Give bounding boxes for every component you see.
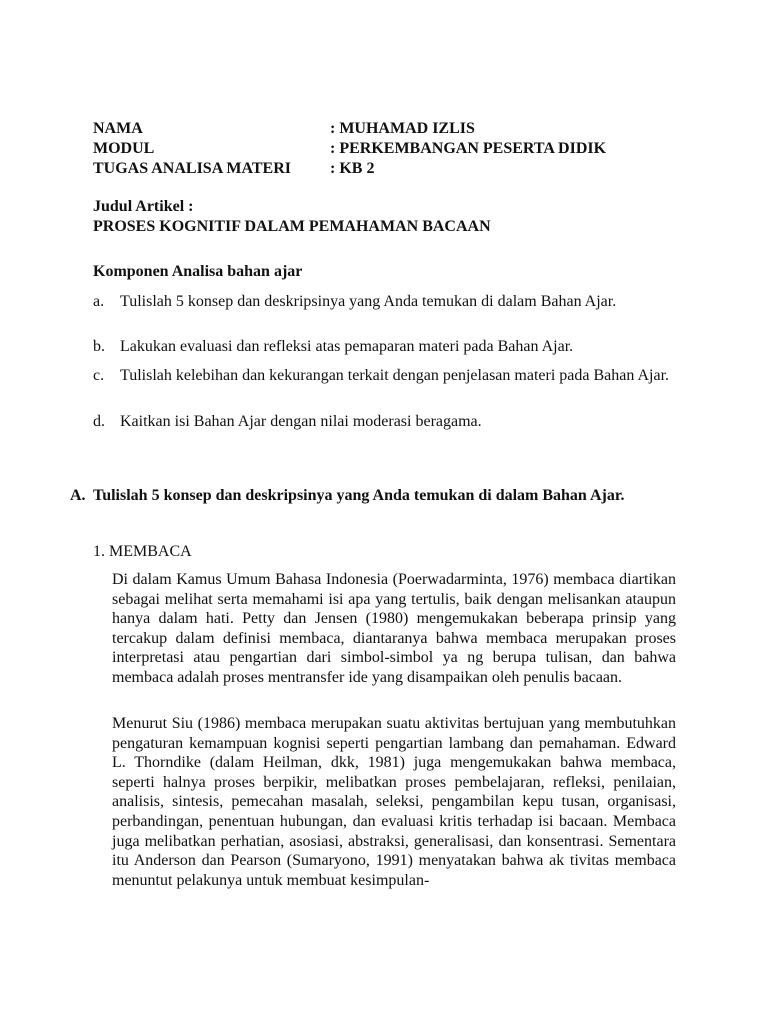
header-value-modul: : PERKEMBANGAN PESERTA DIDIK — [330, 140, 607, 157]
subsection-heading: 1. MEMBACA — [93, 543, 192, 560]
paragraph-1: Di dalam Kamus Umum Bahasa Indonesia (Poerwadarminta, 1976) membaca diartikan sebagai melihat serta memahami isi apa yang tertulis, baik dengan melisankan ataupun hanya dalam hati. Petty dan Jensen (1980) mengemukakan beberapa prinsip yang tercakup dalam definisi membaca, diantaranya bahwa membaca merupakan proses interpretasi atau pengartian dari simbol-simbol ya ng berupa tulisan, dan bahwa membaca adalah proses mentransfer ide yang disampaikan oleh penulis bacaan. — [112, 571, 676, 686]
list-text: Tulislah kelebihan dan kekurangan terkait dengan penjelasan materi pada Bahan Ajar. — [120, 367, 670, 384]
list-text: Tulislah 5 konsep dan deskripsinya yang Anda temukan di dalam Bahan Ajar. — [120, 293, 617, 310]
article-title: PROSES KOGNITIF DALAM PEMAHAMAN BACAAN — [93, 218, 491, 235]
article-heading: Judul Artikel : — [93, 198, 194, 215]
components-heading: Komponen Analisa bahan ajar — [93, 263, 303, 280]
section-a-title: Tulislah 5 konsep dan deskripsinya yang Anda temukan di dalam Bahan Ajar. — [93, 487, 625, 504]
list-text: Lakukan evaluasi dan refleksi atas pemaparan materi pada Bahan Ajar. — [120, 338, 574, 355]
list-letter: a. — [93, 293, 105, 310]
header-label-modul: MODUL — [93, 140, 155, 157]
header-label-nama: NAMA — [93, 120, 143, 137]
list-letter: d. — [93, 413, 105, 430]
list-letter: b. — [93, 338, 105, 355]
paragraph-2: Menurut Siu (1986) membaca merupakan suatu aktivitas bertujuan yang membutuhkan pengaturan kemampuan kognisi seperti pengartian lambang dan pemahaman. Edward L. Thorndike (dalam Heilman, dkk, 1981) juga mengemukakan bahwa membaca, seperti halnya proses berpikir, melibatkan proses pembelajaran, refleksi, penilaian, analisis, sintesis, pemecahan masalah, seleksi, pengambilan kepu tusan, organisasi, perbandingan, penentuan hubungan, dan evaluasi kritis terhadap isi bacaan. Membaca juga melibatkan perhatian, asosiasi, abstraksi, generalisasi, dan konsentrasi. Sementara itu Anderson dan Pearson (Sumaryono, 1991) menyatakan bahwa ak tivitas membaca menuntut pelakunya untuk membuat kesimpulan- — [112, 715, 676, 889]
header-value-tugas: : KB 2 — [330, 160, 375, 177]
section-a-letter: A. — [70, 487, 86, 504]
list-letter: c. — [93, 367, 105, 384]
list-text: Kaitkan isi Bahan Ajar dengan nilai moderasi beragama. — [120, 413, 482, 430]
header-label-tugas: TUGAS ANALISA MATERI — [93, 160, 291, 177]
header-value-nama: : MUHAMAD IZLIS — [330, 120, 475, 137]
